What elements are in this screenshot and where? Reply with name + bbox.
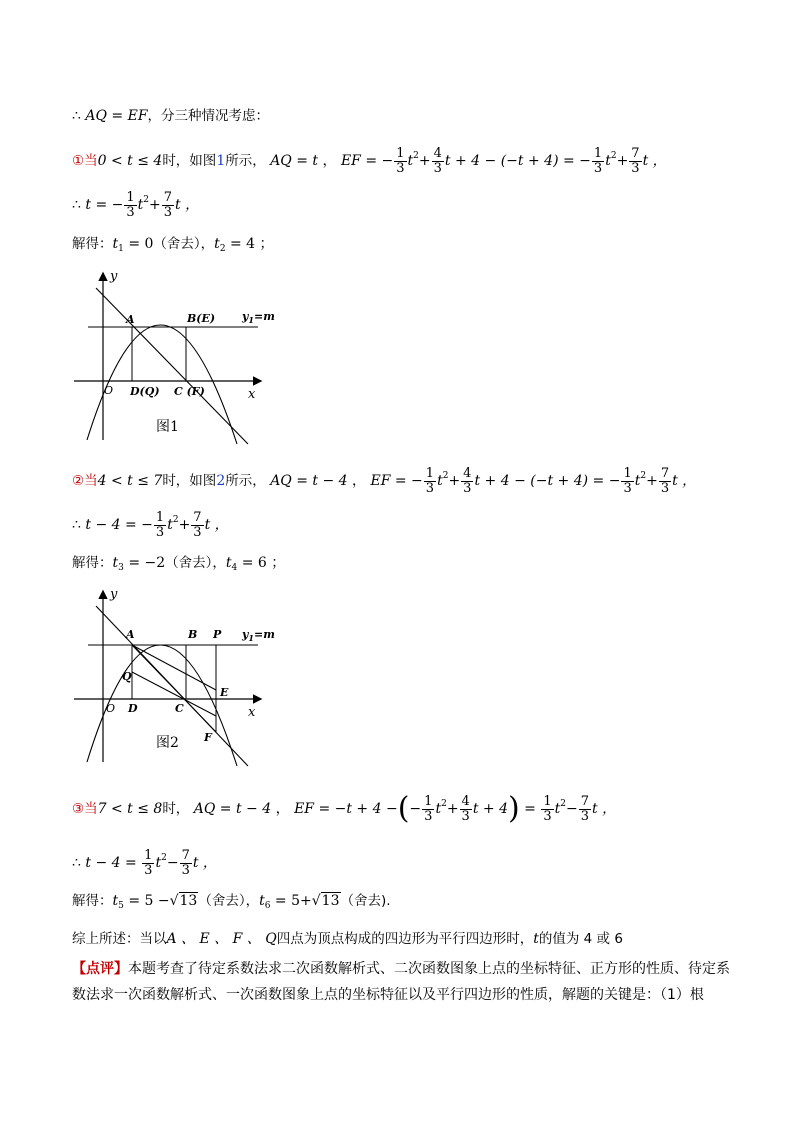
case1-ef-mid: t + 4 − (−t + 4) = − [444, 153, 591, 169]
exp-2: 2 [161, 853, 167, 863]
case3-equation-line [72, 848, 734, 878]
exp-2: 2 [560, 799, 567, 809]
case3-ef-mid: t + 4 [472, 801, 508, 817]
subscript: 2 [219, 244, 226, 254]
rejected-note: （舍去）， [153, 236, 215, 252]
case1-ef-lhs: EF = − [340, 153, 394, 169]
comment-paragraph [72, 956, 732, 1008]
caption-fig1: 图1 [156, 419, 179, 435]
label-o: O [106, 702, 116, 715]
value: = 0 [123, 236, 154, 252]
rejected-note: （舍去). [340, 893, 391, 909]
exp-2: 2 [441, 799, 447, 809]
value: = 6 ； [237, 555, 286, 571]
label-q: Q [122, 670, 132, 683]
frac-7-3: $\frac{7}{3}$ [181, 847, 190, 878]
caption-fig2: 图2 [156, 735, 179, 751]
subscript: 5 [118, 901, 124, 911]
var-t: t [137, 197, 144, 213]
intro-line [72, 106, 734, 126]
case2-text: 时，如图 [162, 473, 217, 489]
frac-1-3: $\frac{1}{3}$ [155, 509, 165, 540]
frac-7-3: $\frac{7}{3}$ [631, 145, 640, 176]
sqrt-13: 13 [321, 893, 340, 909]
therefore-symbol: ∴ [72, 108, 81, 124]
var-t: t [214, 236, 220, 252]
label-c: C [175, 702, 184, 715]
var-t: t [112, 555, 119, 571]
case2-label: ②当 [72, 473, 98, 489]
label-be: B(E) [187, 312, 216, 325]
solution-label: 解得： [72, 893, 113, 909]
case3-line: ③当7 < t ≤ 8时， AQ = t − 4 ， EF = −t + 4 −(− $\frac{1}{3}$ $t^2+$ $\frac{4}{3}$ t + 4) = $\frac{1}{3}$ $t^2-$ $\frac{7}{3}$ t ， [72, 791, 617, 826]
var-t: t [112, 236, 119, 252]
case3-text: 时， [162, 801, 190, 817]
exp-2: 2 [610, 151, 617, 161]
segment-ae [132, 645, 216, 690]
subscript: 4 [231, 563, 238, 573]
var-t: t [437, 473, 443, 489]
exp-2: 2 [172, 515, 179, 525]
frac-1-3: $\frac{1}{3}$ [543, 793, 552, 824]
case2-shown: 所示， [225, 473, 266, 489]
value: = 5+ [270, 893, 312, 909]
frac-1-3: $\frac{1}{3}$ [593, 145, 603, 176]
case2-ef-lhs: EF = − [370, 473, 423, 489]
figure-1 [70, 268, 275, 448]
var-t: t [155, 855, 162, 871]
case1-label: ①当 [72, 153, 98, 169]
comment-text: 本题考查了待定系数法求二次函数解析式、二次函数图象上点的坐标特征、正方形的性质、待定系数法求一次函数解析式、一次函数图象上点的坐标特征以及平行四边形的性质，解题的关键是：（1）根 [72, 961, 730, 1003]
summary-points: A 、 E 、 F 、 Q [166, 931, 277, 947]
label-y1-m: $y_1=m$ [242, 628, 275, 643]
value: = 4 ； [225, 236, 274, 252]
sqrt-13: 13 [179, 893, 198, 909]
case3-solution-line: 解得：$t_5 = 5 -√13$（舍去），$t_6 = 5+√13$（舍去). [72, 893, 391, 911]
label-a: A [126, 628, 135, 641]
case2-ef-mid: t + 4 − (−t + 4) = − [474, 473, 621, 489]
label-a: A [126, 313, 135, 326]
case1-aq: AQ = t [270, 153, 319, 169]
plus-sign: + [646, 473, 658, 489]
case2-end: t ， [672, 473, 697, 489]
frac-7-3: $\frac{7}{3}$ [193, 509, 202, 540]
case3-range: 7 < t ≤ 8 [97, 801, 163, 817]
case1-end: t ， [642, 153, 667, 169]
var-t: t [112, 893, 119, 909]
var-t: t [407, 153, 414, 169]
label-cf: C (F) [174, 385, 205, 398]
case2-aq: AQ = t − 4 [270, 473, 348, 489]
frac-4-3: $\frac{4}{3}$ [463, 465, 472, 496]
frac-1-3: $\frac{1}{3}$ [396, 145, 405, 176]
plus-sign: + [446, 801, 459, 817]
frac-1-3: $\frac{1}{3}$ [425, 465, 435, 496]
plus-sign: + [418, 153, 431, 169]
var-t: t [225, 555, 232, 571]
case2-range: 4 < t ≤ 7 [97, 473, 163, 489]
solution-label: 解得： [72, 555, 113, 571]
label-x: x [248, 387, 256, 402]
minus-sign: − [409, 801, 422, 817]
case3-ef-lhs: EF = −t + 4 − [294, 801, 398, 817]
case3-label: ③当 [72, 801, 98, 817]
case3-eq-lhs: t − 4 = [85, 855, 142, 871]
var-t: t [533, 931, 539, 947]
plus-sign: + [448, 473, 461, 489]
equals-sign: = [519, 801, 541, 817]
summary-text: 综上所述：当以 [72, 931, 167, 947]
var-t: t [554, 801, 561, 817]
case2-line: ②当4 < t ≤ 7时，如图2所示， AQ = t − 4 ， EF = − $\frac{1}{3}$ $t^2+$ $\frac{4}{3}$ t + 4 − (−t + 4) = − $\frac{1}{3}$ $t^2+$ $\frac{7}{3}$ t ， [72, 465, 697, 496]
segment-af [132, 645, 216, 732]
label-y1-m: $y_1=m$ [242, 310, 275, 325]
plus-sign: + [616, 153, 629, 169]
rejected-note: （舍去）， [165, 555, 226, 571]
case2-eq-lhs: t − 4 = − [85, 517, 153, 533]
figure-2 [70, 586, 275, 770]
summary-result: 的值为 4 或 6 [538, 931, 623, 947]
segment-qe [132, 672, 216, 716]
frac-1-3: $\frac{1}{3}$ [623, 465, 632, 496]
var-t: t [435, 801, 442, 817]
solution-label: 解得： [72, 236, 113, 252]
frac-1-3: $\frac{1}{3}$ [126, 189, 135, 220]
exp-2: 2 [640, 471, 647, 481]
frac-7-3: $\frac{7}{3}$ [660, 465, 670, 496]
label-f: F [204, 731, 212, 744]
var-t: t [634, 473, 641, 489]
case1-text: 时，如图 [162, 153, 217, 169]
exp-2: 2 [442, 471, 449, 481]
var-t: t [167, 517, 173, 533]
case3-end: t ， [592, 801, 617, 817]
var-t: t [259, 893, 265, 909]
subscript: 1 [118, 244, 124, 254]
case2-solution-line [72, 553, 734, 578]
therefore-symbol: ∴ [72, 197, 81, 213]
frac-4-3: $\frac{4}{3}$ [433, 145, 442, 176]
value: = −2 [123, 555, 166, 571]
case2-fig-ref: 2 [216, 473, 226, 489]
frac-1-3: $\frac{1}{3}$ [424, 793, 433, 824]
aq-ef-equation: AQ = EF [85, 108, 148, 124]
var-t: t [605, 153, 611, 169]
label-d: D [128, 702, 138, 715]
label-p: P [213, 628, 222, 641]
rejected-note: （舍去）， [198, 893, 260, 909]
label-o: O [104, 384, 114, 397]
case1-line: ①当0 < t ≤ 4时，如图1所示， AQ = t ， EF = − $\frac{1}{3}$ $t^2+$ $\frac{4}{3}$ t + 4 − (−t + 4) = − $\frac{1}{3}$ $t^2+$ $\frac{7}{3}$ t ， [72, 145, 667, 176]
summary-line [72, 929, 734, 949]
case1-eq-end: t ， [175, 197, 200, 213]
frac-7-3: $\frac{7}{3}$ [163, 189, 173, 220]
case1-fig-ref: 1 [216, 153, 226, 169]
case1-range: 0 < t ≤ 4 [97, 153, 163, 169]
therefore-symbol: ∴ [72, 517, 81, 533]
value: = 5 − [123, 893, 170, 909]
label-b: B [188, 628, 198, 641]
case1-solution-line [72, 234, 734, 259]
label-e: E [220, 686, 229, 699]
label-y: y [110, 269, 118, 284]
intro-text: ，分三种情况考虑： [147, 108, 270, 124]
frac-4-3: $\frac{4}{3}$ [461, 793, 470, 824]
minus-sign: − [566, 801, 578, 817]
case3-aq: AQ = t − 4 [193, 801, 272, 817]
case1-equation-line [72, 190, 734, 220]
frac-1-3: $\frac{1}{3}$ [144, 847, 153, 878]
label-x: x [248, 705, 256, 720]
case2-equation-line [72, 510, 734, 540]
plus-sign: + [178, 517, 191, 533]
subscript: 6 [264, 901, 271, 911]
minus-sign: − [166, 855, 179, 871]
subscript: 3 [118, 563, 124, 573]
therefore-symbol: ∴ [72, 855, 81, 871]
frac-7-3: $\frac{7}{3}$ [580, 793, 590, 824]
label-y: y [110, 587, 118, 602]
label-dq: D(Q) [130, 385, 160, 398]
case1-eq-lhs: t = − [85, 197, 124, 213]
exp-2: 2 [413, 151, 419, 161]
case3-eq-end: t ， [192, 855, 217, 871]
plus-sign: + [149, 197, 161, 213]
case1-shown: 所示， [225, 153, 266, 169]
case2-eq-end: t ， [204, 517, 229, 533]
exp-2: 2 [143, 195, 150, 205]
comment-tag: 【点评】 [72, 961, 128, 977]
summary-text: 四点为顶点构成的四边形为平行四边形时， [276, 931, 534, 947]
